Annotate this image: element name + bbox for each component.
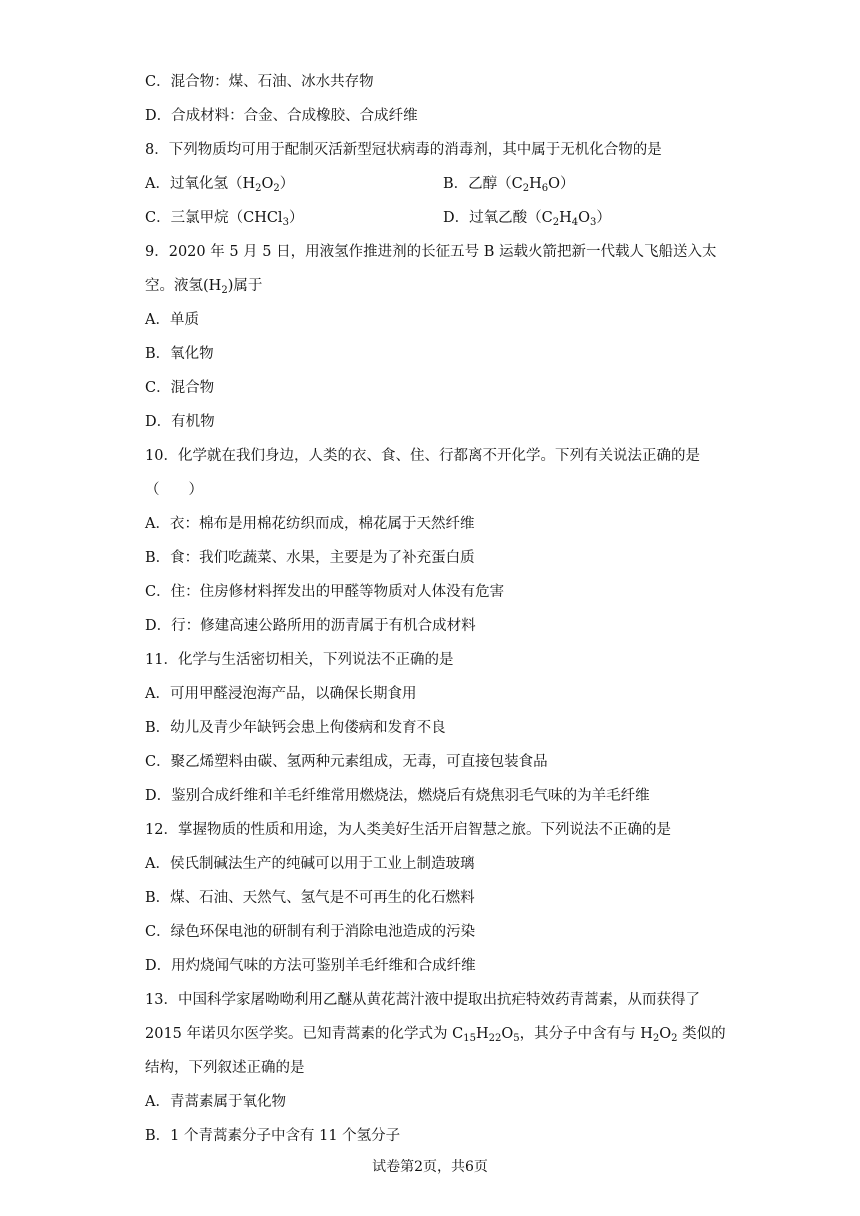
q10-stem-blank: （ ） [145, 482, 203, 498]
q8-option-b: B．乙醇$(C_2H_6O)$ [443, 176, 575, 194]
q9-stem-line1: 9．2020 年 5 月 5 日，用液氢作推进剂的长征五号 B 运载火箭把新一代载人飞船送入太 [145, 244, 717, 260]
page-footer: 试卷第2页，共6页 [372, 1159, 488, 1175]
q9-option-b: B．氧化物 [145, 346, 214, 362]
q13-option-b: B．1 个青蒿素分子中含有 11 个氢分子 [145, 1128, 401, 1144]
q9-stem-line2: 空。液氢$(H_2)$属于 [145, 278, 263, 296]
q9-option-c: C．混合物 [145, 380, 215, 396]
q7-option-d: D．合成材料：合金、合成橡胶、合成纤维 [145, 108, 418, 124]
q12-option-d: D．用灼烧闻气味的方法可鉴别羊毛纤维和合成纤维 [145, 958, 476, 974]
q7-option-c: C．混合物：煤、石油、冰水共存物 [145, 74, 374, 90]
q8-options-ab [145, 174, 575, 194]
q8-stem: 8．下列物质均可用于配制灭活新型冠状病毒的消毒剂，其中属于无机化合物的是 [145, 142, 662, 158]
q12-option-b: B．煤、石油、天然气、氢气是不可再生的化石燃料 [145, 890, 475, 906]
q10-stem-line1: 10．化学就在我们身边，人类的衣、食、住、行都离不开化学。下列有关说法正确的是 [145, 448, 700, 464]
q10-option-c: C．住：住房修材料挥发出的甲醛等物质对人体没有危害 [145, 584, 505, 600]
q10-option-a: A．衣：棉布是用棉花纺织而成，棉花属于天然纤维 [145, 516, 475, 532]
q8-option-c: C．三氯甲烷（CHCl$_3$） [145, 210, 304, 228]
q9-option-a: A．单质 [145, 312, 199, 328]
q10-option-d: D．行：修建高速公路所用的沥青属于有机合成材料 [145, 618, 476, 634]
q12-stem: 12．掌握物质的性质和用途，为人类美好生活开启智慧之旅。下列说法不正确的是 [145, 822, 671, 838]
q8-option-d: D．过氧乙酸$(C_2H_4O_3)$ [443, 210, 611, 228]
q12-option-c: C．绿色环保电池的研制有利于消除电池造成的污染 [145, 924, 476, 940]
q11-option-c: C．聚乙烯塑料由碳、氢两种元素组成，无毒，可直接包装食品 [145, 754, 548, 770]
q13-stem-line3: 结构，下列叙述正确的是 [145, 1060, 305, 1076]
q8-option-a: A．过氧化氢$(H_2O_2)$ [145, 176, 295, 194]
q9-option-d: D．有机物 [145, 414, 215, 430]
q11-option-d: D．鉴别合成纤维和羊毛纤维常用燃烧法，燃烧后有烧焦羽毛气味的为羊毛纤维 [145, 788, 650, 804]
q13-stem-line1: 13．中国科学家屠呦呦利用乙醚从黄花蒿汁液中提取出抗疟特效药青蒿素，从而获得了 [145, 992, 700, 1008]
q13-option-a: A．青蒿素属于氧化物 [145, 1094, 286, 1110]
q12-option-a: A．侯氏制碱法生产的纯碱可以用于工业上制造玻璃 [145, 856, 475, 872]
q11-stem: 11．化学与生活密切相关，下列说法不正确的是 [145, 652, 454, 668]
q10-option-b: B．食：我们吃蔬菜、水果，主要是为了补充蛋白质 [145, 550, 475, 566]
q8-options-cd [145, 208, 611, 228]
q11-option-b: B．幼儿及青少年缺钙会患上佝偻病和发育不良 [145, 720, 446, 736]
q13-stem-line2: 2015 年诺贝尔医学奖。已知青蒿素的化学式为 $C_{15}H_{22}O_5$，其分子中含有与 $H_2O_2$ 类似的 [145, 1026, 726, 1044]
q11-option-a: A．可用甲醛浸泡海产品，以确保长期食用 [145, 686, 417, 702]
